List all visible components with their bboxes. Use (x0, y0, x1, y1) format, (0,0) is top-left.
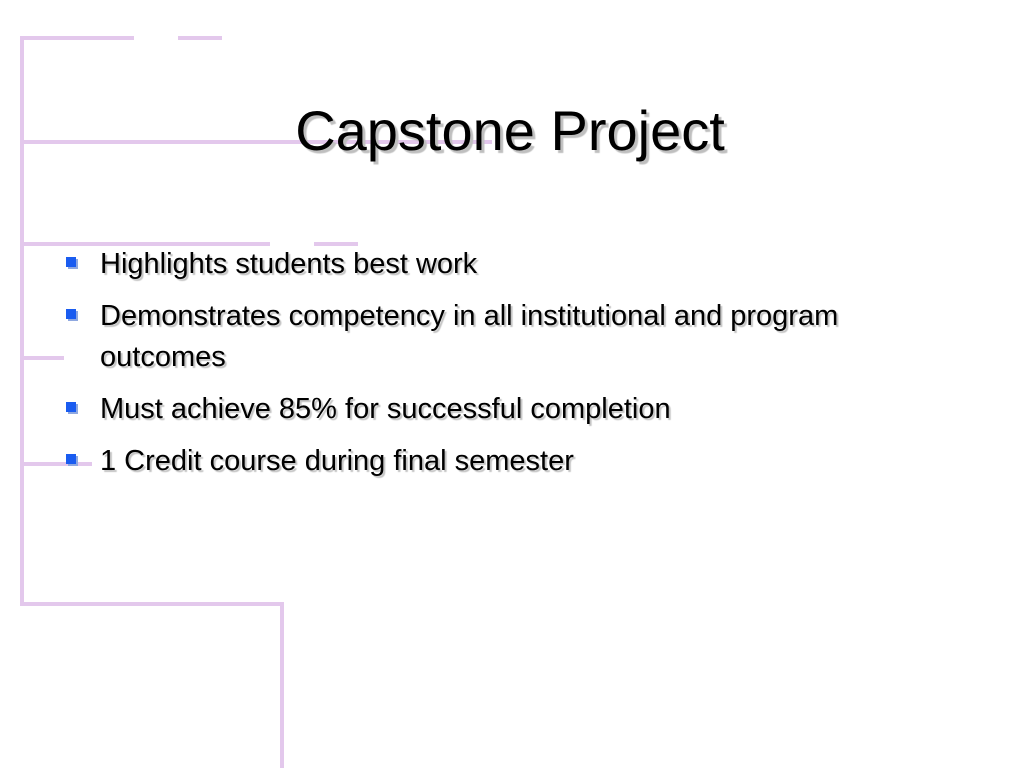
slide-title: Capstone Project (295, 99, 725, 162)
bullet-item (60, 441, 880, 482)
bullet-item (60, 244, 880, 285)
square-bullet-icon (66, 309, 76, 319)
bullet-text: Must achieve 85% for successful completion (100, 393, 671, 425)
bullet-list (60, 244, 880, 493)
bullet-text: Demonstrates competency in all institutional and program outcomes (100, 300, 839, 373)
square-bullet-icon (66, 257, 76, 267)
square-bullet-icon (66, 454, 76, 464)
bullet-text: Highlights students best work (100, 248, 478, 280)
bullet-text: 1 Credit course during final semester (100, 445, 574, 477)
bullet-item (60, 296, 880, 378)
square-bullet-icon (66, 402, 76, 412)
bullet-item (60, 389, 880, 430)
